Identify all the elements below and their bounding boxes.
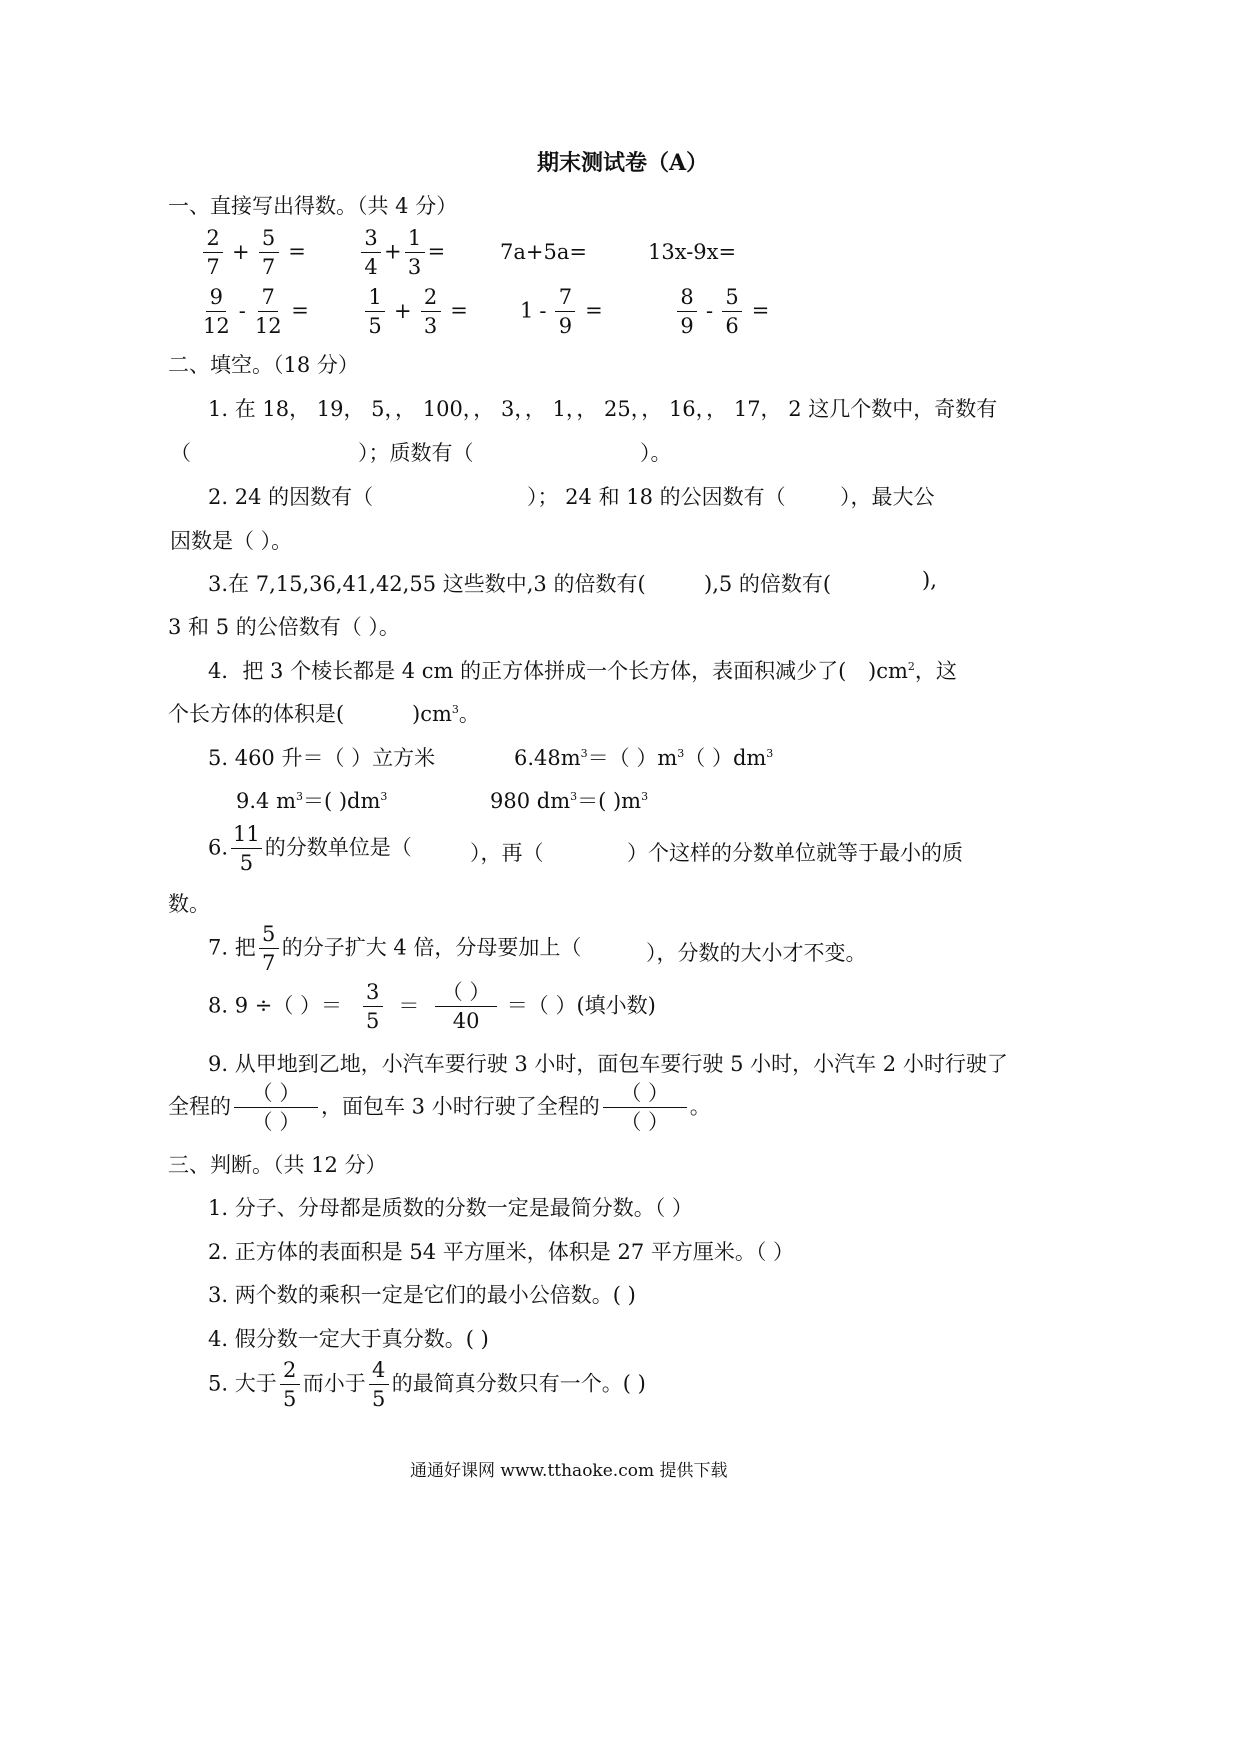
q5-a: 5. 460 升＝（ ）立方米 <box>208 746 436 770</box>
footer: 通通好课网 www.tthaoke.com 提供下载 <box>410 1461 728 1481</box>
q8-line: 8. 9 ÷（ ）＝ $\frac{3}{5}$ ＝ $\frac{( )}{40}$ ＝（ ）(填小数) <box>208 980 656 1033</box>
calc-3: 7a+5a= <box>500 240 587 264</box>
q9-line1: 9. 从甲地到乙地，小汽车要行驶 3 小时，面包车要行驶 5 小时，小汽车 2 小时行驶了 <box>208 1052 1008 1076</box>
section1-heading: 一、直接写出得数。（共 4 分） <box>168 194 458 218</box>
q5-d: 980 $dm^3=$( )$m^3$ <box>490 789 649 813</box>
q4-line1b: )$cm^2$，这 <box>868 659 957 683</box>
q4-line2a: 个长方体的体积是( <box>168 702 345 726</box>
calc-4: 13x-9x= <box>648 240 737 264</box>
calc-1: $\frac{2}{7}$ + $\frac{5}{7}$ = <box>200 228 306 278</box>
q4-line2b: )$cm^3$。 <box>412 702 480 726</box>
page-title: 期末测试卷（A） <box>537 150 709 176</box>
q9-line2: 全程的 $\frac{( )}{( )}$ ，面包车 3 小时行驶了全程的 $\frac{( )}{( )}$ 。 <box>168 1081 711 1134</box>
judge-5: 5. 大于 $\frac{2}{5}$ 而小于 $\frac{4}{5}$ 的最简真分数只有一个。( ) <box>208 1358 646 1411</box>
q1-line2b: ）；质数有（ <box>358 441 474 465</box>
q7-line: 7. 把 $\frac{5}{7}$ 的分子扩大 4 倍，分母要加上（ <box>208 922 582 975</box>
calc-7: 1 - $\frac{7}{9}$ = <box>520 285 603 338</box>
section3-heading: 三、判断。（共 12 分） <box>168 1153 387 1177</box>
q6-line1b: ），再（ <box>470 841 544 865</box>
judge-4: 4. 假分数一定大于真分数。( ) <box>208 1327 489 1351</box>
section2-heading: 二、填空。（18 分） <box>168 353 359 377</box>
q4-line1a: 4．把 3 个棱长都是 4 cm 的正方体拼成一个长方体，表面积减少了( <box>208 659 847 683</box>
q7-line-b: ），分数的大小才不变。 <box>646 941 867 965</box>
judge-3: 3. 两个数的乘积一定是它们的最小公倍数。( ) <box>208 1283 636 1307</box>
q2-line2: 因数是（ ）。 <box>170 529 293 553</box>
judge-2: 2. 正方体的表面积是 54 平方厘米，体积是 27 平方厘米。（ ） <box>208 1240 795 1264</box>
q1-line2a: （ <box>170 441 191 465</box>
judge-1: 1. 分子、分母都是质数的分数一定是最简分数。（ ） <box>208 1196 693 1220</box>
q6-line2: 数。 <box>168 892 210 916</box>
q3-line2: 3 和 5 的公倍数有（ ）。 <box>168 615 400 639</box>
q3-line1b: ),5 的倍数有( <box>704 572 832 596</box>
calc-6: $\frac{1}{5}$ + $\frac{2}{3}$ = <box>362 287 468 337</box>
calc-8: $\frac{8}{9}$ - $\frac{5}{6}$ = <box>674 287 769 337</box>
q3-line1c: ), <box>922 568 937 592</box>
calc-5: $\frac{9}{12}$ - $\frac{7}{12}$ = <box>203 285 309 338</box>
q1-line1: 1. 在 18， 19， 5，， 100，， 3，， 1，， 25，， 16，， 17， 2 这几个数中，奇数有 <box>208 397 998 421</box>
calc-2: $\frac{3}{4}$ + $\frac{1}{3}$ = <box>358 228 445 278</box>
q6-line1: 6. $\frac{11}{5}$ 的分数单位是（ <box>208 822 412 875</box>
q2-line1a: 2. 24 的因数有（ <box>208 485 374 509</box>
q1-line2c: ）。 <box>640 441 672 465</box>
q2-line1c: ），最大公 <box>840 485 935 509</box>
q5-c: 9.4 $m^3=$( )$dm^3$ <box>236 789 388 813</box>
q6-line1c: ）个这样的分数单位就等于最小的质 <box>627 841 963 865</box>
q3-line1a: 3.在 7,15,36,41,42,55 这些数中,3 的倍数有( <box>208 572 646 596</box>
q2-line1b: ）； 24 和 18 的公因数有（ <box>527 485 786 509</box>
q5-b: $6.48m^3=$（ ）$m^3$（ ）$dm^3$ <box>514 746 774 770</box>
